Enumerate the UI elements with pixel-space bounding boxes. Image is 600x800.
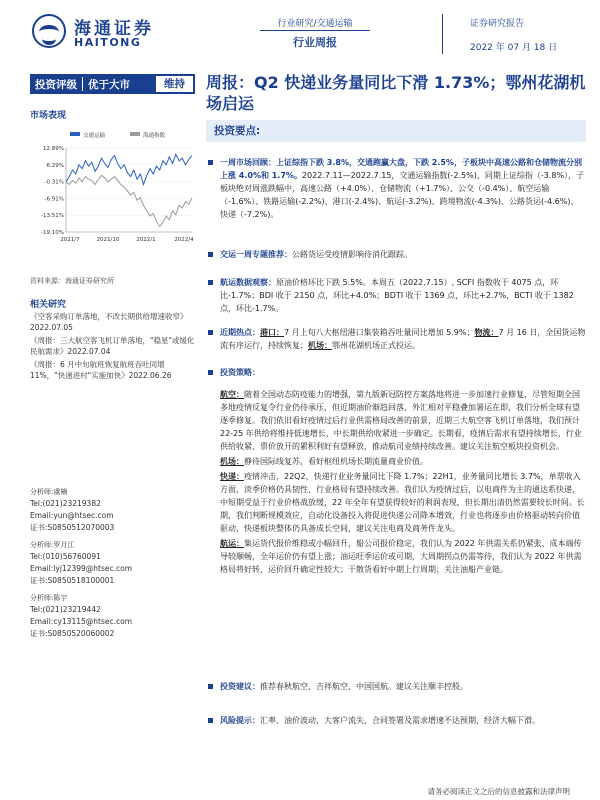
report-date: 2022 年 07 月 18 日 xyxy=(470,43,558,53)
rating-status: 维持 xyxy=(156,76,193,92)
analyst-cert: 证书:S0850520060002 xyxy=(30,629,115,638)
logo xyxy=(32,14,202,54)
points-heading: 投资要点: xyxy=(214,125,261,137)
strategy-airport xyxy=(206,455,586,468)
analyst-name: 分析师:罗月江 xyxy=(30,541,75,549)
point-text: 公路货运受疫情影响待消化跟踪。 xyxy=(292,250,412,259)
point-label: 近期热点： xyxy=(220,328,260,337)
related-item[interactable]: 《空客采购订单落地，不改长期供给增速收窄》2022.07.05 xyxy=(30,312,188,332)
point-label: 一周市场回顾： xyxy=(220,158,276,167)
strategy-text: 疫情冲击，22Q2，快递行业业务量同比下降 1.7%；22H1，业务量同比增长 3.7%，单票收入方面，淡季价格仍具韧性，行业格局有望持续改善。我们认为疫情过后，以电商件为主的通达系快递，中短期受益于行业价格战放缓，22 年全年有望获得较好的利润表现，但长期出清仍然需要较长时间。长期，我们判断规模效应，自动化设备投入将促进快递公司降本增效，行业也将逐步由价格驱动转向价值驱动，快递板块整体仍具备成长空间，建议关注电商及商务件龙头。 xyxy=(220,472,585,533)
series-line xyxy=(66,175,192,226)
analyst-email[interactable]: Email:lyj12399@htsec.com xyxy=(30,564,133,573)
bullet-item xyxy=(206,680,586,693)
market-chart-svg xyxy=(30,128,198,248)
point-text: 推荐春秋航空、吉祥航空、中国国航。建议关注顺丰控股。 xyxy=(260,682,468,691)
analyst-email[interactable]: Email:yun@htsec.com xyxy=(30,511,114,520)
point-text: 原油价格环比下跌 5.5%。本周五（2022.7.15）, SCFI 指数收于 4075 点，环比-1.7%；BDI 收于 2150 点，环比+4.0%；BDTI 收于 1369 点，环比+2.7%，BCTI 收于 1382 点，环比-1.7%。 xyxy=(220,278,574,313)
strategy-text: 随着全国动态防疫能力的增强，第九版新冠防控方案落地将进一步加速行业修复，尽管短期全国多地疫情反复令行业仍待承压，但近期油价渐趋回落，外汇相对平稳叠加暑运在即，我们分析全球有望逐季修复。我们依旧看好疫情过后行业供需格局改善的前景，近期三大航空客飞机订单落地，我们预计 22-25 年供给将维持低速增长，中长期供给收紧进一步确定。长期看，疫情后需求有望持续增长，行业供给收紧、票价放开的累积利好有望释放，推动航司业绩持续改善。建议关注航空板块投资机会。 xyxy=(220,390,582,451)
logo-cn: 海通证券 xyxy=(74,19,154,39)
point-shipping xyxy=(206,276,586,315)
rating-box xyxy=(30,74,195,94)
related-item[interactable]: 《周报：三大航空客飞机订单落地，"稳星"或缓化民航需求》2022.07.04 xyxy=(30,336,195,356)
market-chart xyxy=(30,128,198,248)
related-item[interactable]: 《周报：6 月中旬航班恢复航班吞吐同增 11%，"快递进村"实施加快》2022.06.26 xyxy=(30,360,172,380)
strategy-label: 航空： xyxy=(220,390,244,399)
bullet-item xyxy=(206,156,586,221)
x-tick-label: 2022/1 xyxy=(136,237,156,243)
strategy-details xyxy=(206,388,586,576)
strategy-label: 机场： xyxy=(220,457,244,466)
rating-label: 投资评级 xyxy=(35,78,77,91)
strategy-express xyxy=(206,470,586,535)
y-tick-label: -19.10% xyxy=(41,230,64,236)
analyst-card xyxy=(30,592,198,640)
y-tick-label: -13.51% xyxy=(41,213,64,220)
strategy-shipping xyxy=(206,537,586,576)
point-label: 投资建议： xyxy=(220,682,260,691)
strategy-text: 静待国际线复苏，看好枢纽机场长期流量商业价值。 xyxy=(244,457,428,466)
y-tick-label: 6.29% xyxy=(46,162,64,169)
analyst-phone: Tel:(010)56760091 xyxy=(30,552,101,561)
point-text: 鄂州花湖机场正式投运。 xyxy=(332,341,420,350)
legend-label: 交通运输 xyxy=(83,133,106,139)
bullet-item xyxy=(206,326,586,352)
legend-label: 海通指数 xyxy=(143,133,166,139)
analyst-cert: 证书:S0850518100001 xyxy=(30,576,115,585)
strategy-label: 快递： xyxy=(220,472,244,481)
point-topic xyxy=(206,248,586,261)
related-heading: 相关研究 xyxy=(30,300,67,310)
point-risk xyxy=(206,714,586,727)
point-advice xyxy=(206,680,586,693)
report-label: 证券研究报告 xyxy=(470,19,525,29)
x-tick-label: 2021/10 xyxy=(96,237,120,243)
analyst-card xyxy=(30,486,198,534)
point-text: 2022.7.11—2022.7.15，交通运输指数(-2.5%)，同期上证综指（-3.8%），子板块绝对周涨跌幅中，高速公路（+4.0%）、仓储物流（+1.7%）、公交（-0.4%）、航空运输（-1.6%）、铁路运输(-2.2%)、港口(-2.4%)、航运(-3.2%)、跨境物流(-4.3%)、公路货运(-4.6%)、快递（-7.2%)。 xyxy=(220,171,585,219)
chart-source: 资料来源：海通证券研究所 xyxy=(30,277,114,285)
analyst-cert: 证书:S0850512070003 xyxy=(30,523,115,532)
y-tick-label: -6.91% xyxy=(44,196,64,203)
report-type: 行业周报 xyxy=(293,36,337,49)
bullet-item xyxy=(206,276,586,315)
series-line xyxy=(66,154,192,184)
analyst-card xyxy=(30,539,198,587)
point-text: 7 月上旬八大枢纽港口集装箱吞吐量同比增加 5.9%； xyxy=(284,328,475,337)
bullet-item xyxy=(206,248,586,261)
strategy-text: 集运货代报价维稳或小幅回升，船公司报价稳定，我们认为 2022 年供需关系仍紧张、成本端传导较顺畅，全年运价仍有望上涨；油运旺季运价或可期，大周期拐点仍需等待，我们认为 2022 年供需格局将好转，运价回升确定性较大；干散货看好中期上行周期；关注油船产业链。 xyxy=(220,539,582,574)
legend-swatch xyxy=(70,132,80,136)
header-vertical-divider xyxy=(442,14,443,54)
point-label: 航运数据观察： xyxy=(220,278,276,287)
analyst-phone: Tel:(021)23219382 xyxy=(30,499,101,508)
point-text: 7 月 16 日，全国货运物流有序运行，持续恢复； xyxy=(220,328,586,350)
logo-en: HAITONG xyxy=(74,36,142,49)
legend-swatch xyxy=(130,132,140,136)
hotspot-logistics: 物流： xyxy=(474,328,499,337)
y-tick-label: -0.31% xyxy=(44,179,64,186)
report-category: 行业研究/交通运输 xyxy=(277,19,353,29)
point-market-review xyxy=(206,156,586,221)
point-label: 投资策略： xyxy=(220,368,260,377)
hotspot-port: 港口： xyxy=(260,328,284,337)
strategy-label: 航运： xyxy=(220,539,244,548)
y-tick-label: 12.89% xyxy=(43,146,64,152)
point-text: 汇率、油价波动，大客户流失，合同签署及需求增速不达预期，经济大幅下滑。 xyxy=(260,716,540,725)
analyst-phone: Tel:(021)23219442 xyxy=(30,605,101,614)
point-highlight: 上证综指下跌 3.8%，交通跑赢大盘，下跌 2.5%，子板块中高速公路和仓储物流分别上涨 4.0%和 1.7%。 xyxy=(220,158,582,180)
rating-value: 优于大市 xyxy=(88,78,130,91)
page-title: 周报：Q2 快递业务量同比下滑 1.73%；鄂州花湖机场启运 xyxy=(206,73,586,113)
bullet-item xyxy=(206,714,586,727)
analyst-email[interactable]: Email:cy13115@htsec.com xyxy=(30,617,132,626)
x-tick-label: 2021/7 xyxy=(60,237,80,243)
point-hotspot xyxy=(206,326,586,352)
related-list xyxy=(30,311,198,383)
point-label: 风险提示： xyxy=(220,716,260,725)
header-divider xyxy=(260,30,370,31)
analyst-list xyxy=(30,486,198,645)
hotspot-airport: 机场： xyxy=(308,341,332,350)
points-heading-bar xyxy=(206,120,586,142)
point-label: 交运一周专题推荐： xyxy=(220,250,292,259)
point-strategy xyxy=(206,366,586,379)
analyst-name: 分析师:陈宇 xyxy=(30,594,68,602)
strategy-aviation xyxy=(206,388,586,453)
bullet-item xyxy=(206,366,586,379)
analyst-name: 分析师:虞楠 xyxy=(30,488,68,496)
x-tick-label: 2022/4 xyxy=(174,237,194,243)
market-heading: 市场表现 xyxy=(30,111,67,121)
logo-mark-icon xyxy=(32,14,66,48)
disclaimer-footer: 请务必阅读正文之后的信息披露和法律声明 xyxy=(427,787,570,796)
